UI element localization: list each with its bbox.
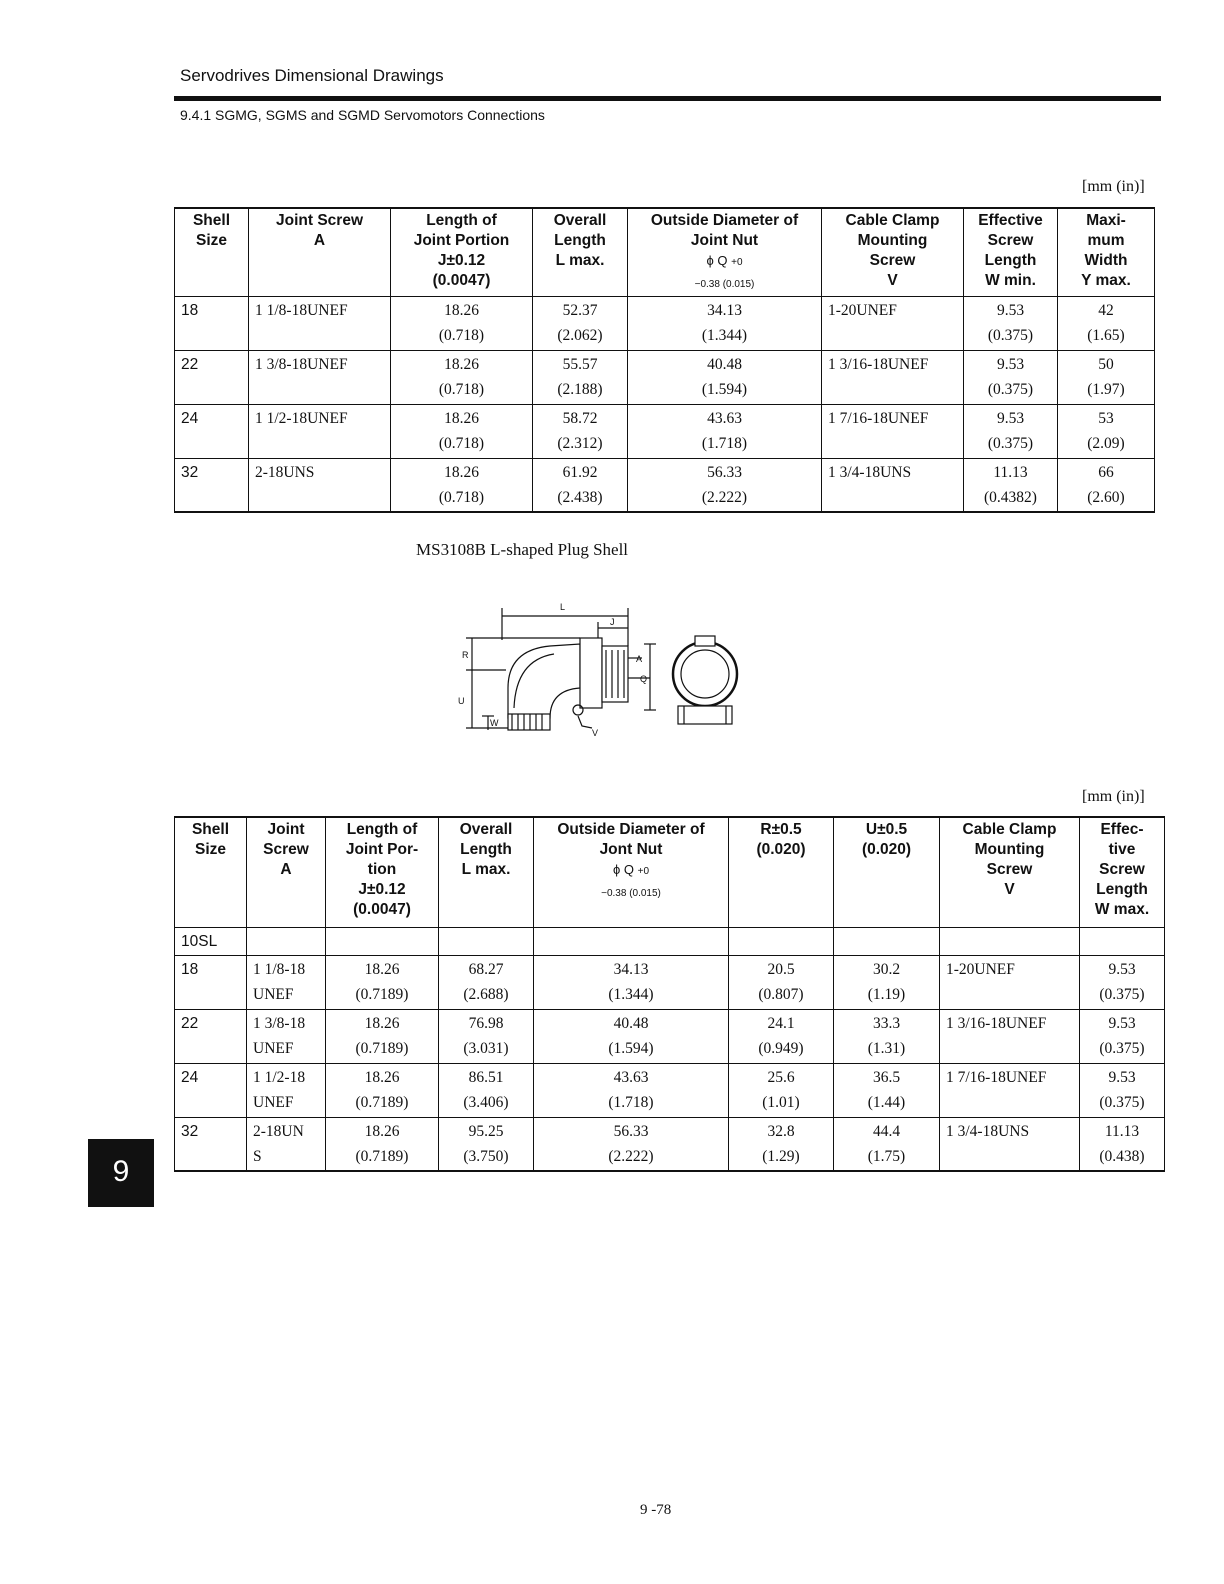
cell: (3.031)	[463, 1039, 509, 1057]
cell: (2.062)	[557, 326, 603, 344]
cell: 18.26	[364, 1014, 400, 1032]
dim-label-a: A	[636, 654, 643, 664]
page-number: 9 -78	[640, 1502, 672, 1518]
cell: 32	[181, 1122, 199, 1140]
cell: (2.60)	[1087, 488, 1125, 506]
cell: (0.718)	[438, 434, 485, 452]
cell: 33.3	[872, 1014, 901, 1032]
dim-label-j: J	[610, 617, 615, 627]
cell: (2.438)	[557, 488, 603, 506]
cell: 25.6	[767, 1068, 795, 1086]
cell: 44.4	[872, 1122, 901, 1140]
cell: (1.594)	[701, 380, 748, 398]
dim-label-q: Q	[640, 674, 648, 684]
cell: 1 3/16-18UNEF	[940, 1009, 1080, 1063]
col-header: Joint Screw A	[247, 817, 326, 927]
cell: 53	[1098, 409, 1114, 427]
cell: 1 1/2-18	[253, 1068, 306, 1086]
cell: 11.13	[1104, 1122, 1140, 1140]
cell: 32	[181, 463, 199, 481]
cell: 24	[181, 409, 199, 427]
cell: (2.312)	[557, 434, 603, 452]
cell: 1 1/8-18	[253, 960, 306, 978]
table-header-row	[175, 208, 1155, 296]
cell: 52.37	[562, 301, 598, 319]
cell: (0.7189)	[355, 1093, 409, 1111]
cell: 24.1	[767, 1014, 795, 1032]
cell: 1-20UNEF	[940, 955, 1080, 1009]
cell: 9.53	[1108, 1014, 1136, 1032]
cell: 1 3/4-18UNS	[822, 458, 964, 512]
cell: 55.57	[562, 355, 598, 373]
cell: 18.26	[364, 1122, 400, 1140]
chapter-tab: 9	[88, 1139, 154, 1207]
dim-label-w: W	[490, 718, 499, 728]
cell: 68.27	[468, 960, 504, 978]
cell: (1.31)	[867, 1039, 906, 1057]
section-title: 9.4.1 SGMG, SGMS and SGMD Servomotors Connections	[180, 107, 545, 123]
table-row	[175, 927, 1165, 955]
l-shaped-plug-dimensions-table	[174, 816, 1165, 1172]
cell: 58.72	[562, 409, 598, 427]
unit-label: [mm (in)]	[1082, 178, 1145, 195]
cell: 61.92	[562, 463, 598, 481]
cell: (1.97)	[1087, 380, 1125, 398]
cell: (0.949)	[758, 1039, 804, 1057]
cell: (0.375)	[987, 380, 1034, 398]
cell: 40.48	[613, 1014, 649, 1032]
cell: 1 7/16-18UNEF	[822, 404, 964, 458]
cell: 18.26	[444, 463, 479, 481]
cell: 1 3/8-18	[253, 1014, 306, 1032]
l-shaped-plug-drawing	[450, 598, 750, 748]
dim-label-l: L	[560, 602, 566, 612]
col-header: Overall Length L max.	[439, 817, 534, 927]
cell: 1 1/2-18UNEF	[249, 404, 391, 458]
cell: 11.13	[993, 463, 1028, 481]
cell: 1 3/16-18UNEF	[822, 350, 964, 404]
cell: (1.718)	[608, 1093, 654, 1111]
cell: 1 1/8-18UNEF	[249, 296, 391, 350]
straight-plug-dimensions-table	[174, 207, 1155, 513]
table-row	[175, 1009, 1165, 1063]
running-header: Servodrives Dimensional Drawings	[180, 66, 444, 85]
cell: 22	[181, 355, 199, 373]
cell: (1.344)	[701, 326, 748, 344]
cell: 66	[1098, 463, 1114, 481]
cell: (1.44)	[867, 1093, 906, 1111]
cell: 86.51	[468, 1068, 504, 1086]
cell: 50	[1098, 355, 1114, 373]
cell: (1.718)	[701, 434, 748, 452]
cell: 40.48	[707, 355, 742, 373]
cell: UNEF	[253, 1039, 294, 1057]
col-header: Effec- tive Screw Length W max.	[1080, 817, 1165, 927]
cell: (1.19)	[867, 985, 906, 1003]
cell: UNEF	[253, 985, 294, 1003]
cell: 56.33	[707, 463, 742, 481]
col-header: Shell Size	[175, 208, 249, 296]
cell: (0.718)	[438, 488, 485, 506]
cell: 32.8	[767, 1122, 795, 1140]
col-header: Overall Length L max.	[533, 208, 628, 296]
cell: 56.33	[613, 1122, 649, 1140]
cell: (2.188)	[557, 380, 603, 398]
cell: 20.5	[767, 960, 795, 978]
cell: (0.375)	[1099, 1093, 1145, 1111]
cell: (0.375)	[987, 326, 1034, 344]
col-header: Length of Joint Por- tion J±0.12 (0.0047)	[326, 817, 439, 927]
cell: 1-20UNEF	[822, 296, 964, 350]
cell: (2.688)	[463, 985, 509, 1003]
cell: (0.7189)	[355, 985, 409, 1003]
col-header: Effective Screw Length W min.	[964, 208, 1058, 296]
cell: (2.222)	[701, 488, 748, 506]
cell: 43.63	[707, 409, 742, 427]
col-header: R±0.5 (0.020)	[729, 817, 834, 927]
cell: (0.375)	[1099, 985, 1145, 1003]
cell: S	[253, 1147, 262, 1165]
cell: 9.53	[996, 355, 1025, 373]
cell: (2.222)	[608, 1147, 654, 1165]
cell: (0.718)	[438, 326, 485, 344]
table-row	[175, 955, 1165, 1009]
cell: (0.807)	[758, 985, 804, 1003]
cell: (0.375)	[1099, 1039, 1145, 1057]
cell: 30.2	[872, 960, 901, 978]
figure-caption: MS3108B L-shaped Plug Shell	[416, 540, 629, 559]
col-header: U±0.5 (0.020)	[834, 817, 940, 927]
cell: 43.63	[613, 1068, 649, 1086]
cell: 2-18UN	[253, 1122, 304, 1140]
cell: 9.53	[996, 301, 1025, 319]
cell: 42	[1098, 301, 1114, 319]
cell: (3.406)	[463, 1093, 509, 1111]
cell: 18.26	[364, 1068, 400, 1086]
cell: (2.09)	[1087, 434, 1125, 452]
col-header: Outside Diameter of Joint Nut ϕ Q +0 −0.38 (0.015)	[628, 208, 822, 296]
col-header: Shell Size	[175, 817, 247, 927]
cell: (1.65)	[1087, 326, 1125, 344]
cell: (3.750)	[463, 1147, 509, 1165]
cell: (1.594)	[608, 1039, 654, 1057]
table-row	[175, 1063, 1165, 1117]
cell: (0.375)	[987, 434, 1034, 452]
cell: 1 3/8-18UNEF	[249, 350, 391, 404]
col-header: Cable Clamp Mounting Screw V	[940, 817, 1080, 927]
cell: (0.438)	[1099, 1147, 1145, 1165]
cell: 36.5	[872, 1068, 901, 1086]
cell: (0.4382)	[984, 488, 1037, 506]
cell: 34.13	[707, 301, 742, 319]
cell: 10SL	[181, 932, 218, 950]
cell: 18.26	[444, 301, 479, 319]
cell: (1.29)	[762, 1147, 800, 1165]
table-row	[175, 1117, 1165, 1171]
table-header-row	[175, 817, 1165, 927]
cell: 76.98	[468, 1014, 504, 1032]
dim-label-u: U	[458, 696, 465, 706]
cell: (0.718)	[438, 380, 485, 398]
cell: (0.7189)	[355, 1147, 409, 1165]
table-row	[175, 458, 1155, 512]
dim-label-r: R	[462, 650, 469, 660]
col-header: Length of Joint Portion J±0.12 (0.0047)	[391, 208, 533, 296]
cell: 1 3/4-18UNS	[940, 1117, 1080, 1171]
unit-label: [mm (in)]	[1082, 788, 1145, 805]
cell: 22	[181, 1014, 199, 1032]
cell: 9.53	[996, 409, 1025, 427]
cell: (1.75)	[867, 1147, 906, 1165]
col-header: Maxi- mum Width Y max.	[1058, 208, 1155, 296]
table-row	[175, 404, 1155, 458]
cell: 18.26	[364, 960, 400, 978]
cell: 95.25	[468, 1122, 504, 1140]
cell: 24	[181, 1068, 199, 1086]
header-rule	[174, 96, 1161, 101]
table-row	[175, 350, 1155, 404]
col-header: Joint Screw A	[249, 208, 391, 296]
col-header: Outside Diameter of Jont Nut ϕ Q +0 −0.38 (0.015)	[534, 817, 729, 927]
cell: UNEF	[253, 1093, 294, 1111]
cell: 9.53	[1108, 1068, 1136, 1086]
cell: 18	[181, 301, 199, 319]
cell: 1 7/16-18UNEF	[940, 1063, 1080, 1117]
cell: (1.01)	[762, 1093, 800, 1111]
cell: 18.26	[444, 409, 479, 427]
col-header: Cable Clamp Mounting Screw V	[822, 208, 964, 296]
cell: 34.13	[613, 960, 649, 978]
cell: 18	[181, 960, 199, 978]
cell: (0.7189)	[355, 1039, 409, 1057]
table-row	[175, 296, 1155, 350]
cell: 2-18UNS	[249, 458, 391, 512]
cell: 18.26	[444, 355, 479, 373]
cell: (1.344)	[608, 985, 654, 1003]
dim-label-v: V	[592, 728, 599, 738]
cell: 9.53	[1108, 960, 1136, 978]
